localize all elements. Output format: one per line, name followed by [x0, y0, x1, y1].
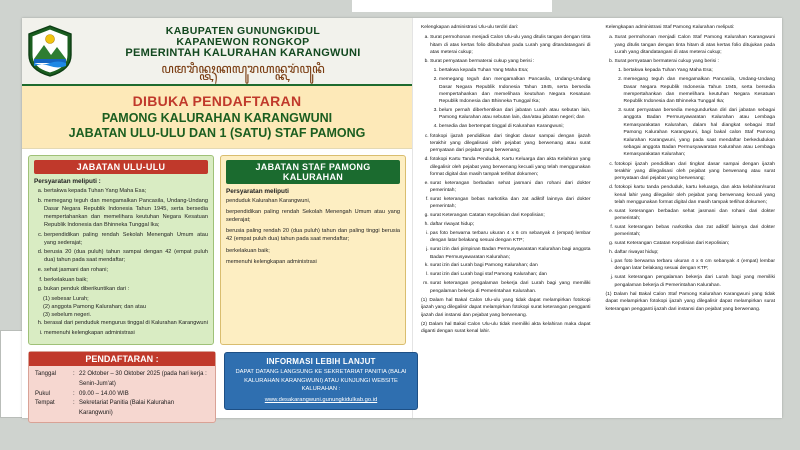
header-line-pemerintah: PEMERINTAH KALURAHAN KARANGWUNI [125, 47, 361, 60]
staf-requirement-list [226, 197, 400, 266]
list-item: i. pas foto berwarna terbaru ukuran 4 x 6 cm sebanyak 4 (empat) lembar dengan latar belakang sesuai dengan KTP; [615, 258, 776, 273]
pendaftaran-key: Pukul [35, 390, 51, 397]
list-item: (3) sebelum negeri. [43, 312, 92, 319]
list-item: j. surat izin dari pimpinan Badan Permusyawaratan Kalurahan bagi anggota Badan Permusyawaratan Kalurahan; [430, 246, 591, 261]
list-item: b. Surat pernyataan bermaterai cukup yang berisi : [430, 58, 591, 65]
list-item: penduduk Kalurahan Karangwuni, [226, 198, 311, 204]
list-item: berpendidikan paling rendah Sekolah Menengah Umum atau yang sederajat; [226, 209, 400, 224]
col1-list-a [430, 34, 591, 65]
list-item: a. bertakwa kepada Tuhan Yang Maha Esa; [44, 187, 208, 195]
pendaftaran-value: 09.00 – 14.00 WIB [79, 390, 129, 397]
list-item: (1) sebesar Lurah; [43, 295, 89, 302]
poster-left-column [22, 18, 412, 418]
col2-list-b [615, 161, 776, 289]
header-javanese-script: ꦥꦩꦫꦶꦤ꧀ꦠꦃꦏꦭꦸꦫꦲꦤ꧀ꦏꦫꦁꦮꦸꦤꦶ [161, 60, 325, 76]
pendaftaran-colon: : [73, 390, 75, 397]
card-staf-pamong [220, 155, 406, 345]
list-item: k. surat izin dari Lurah bagi Pamong Kalurahan; dan [430, 262, 591, 269]
list-item: a. Surat permohonan menjadi Calon Staf Pamong Kalurahan Karangwuni yang ditulis tangan dengan tinta hitam di atas kertas folio ditujukan pada Lurah yang ditandatangani di atas meterai cukup; [615, 34, 776, 56]
list-item: h. berasal dari penduduk mengurus tinggal di Kalurahan Karangwuni [44, 319, 208, 327]
ribbon-staf-pamong: JABATAN STAF PAMONG KALURAHAN [226, 160, 400, 184]
poster-document [22, 18, 782, 418]
list-item: g. surat Keterangan Catatan Kepolisian dari Kepolisian; [430, 212, 591, 219]
pendaftaran-colon: : [73, 400, 75, 407]
list-item: 2. memegang teguh dan mengamalkan Pancasila, Undang-Undang Dasar Negara Republik Indonesia Tahun 1945, serta bersedia mempertahankan dan memelihara keutuhan Negara Kesatuan Republik Indonesia dan Bhinneka Tunggal Ika; [439, 76, 591, 105]
pendaftaran-value: Sekretariat Panitia (Balai Kalurahan Karangwuni) [79, 400, 175, 416]
list-item: b. memegang teguh dan mengamalkan Pancasila, Undang-Undang Dasar Negara Republik Indonesia Tahun 1945, serta bersedia mempertahankan dan memelihara keutuhan Negara Kesatuan Republik Indonesia dan Bhinneka Tunggal Ika; [44, 197, 208, 229]
ulu-requirement-list [44, 187, 208, 293]
list-item: 2. memegang teguh dan mengamalkan Pancasila, Undang-Undang Dasar Negara Republik Indonesia Tahun 1945, serta bersedia mempertahankan dan memelihara keutuhan Negara Kesatuan Republik Indonesia dan Bhinneka Tunggal Ika; [624, 76, 776, 105]
list-item: 3. belum pernah diberhentikan dari jabatan Lurah atau sebutan lain, Pamong Kalurahan atau sebutan lain, dan/atau jabatan negeri; dan [439, 107, 591, 122]
list-item: h. daftar riwayat hidup; [615, 249, 776, 256]
list-item: (2) anggota Pamong Kalurahan; dan atau [43, 303, 146, 310]
left-page-tab [0, 330, 24, 418]
poster-header [22, 18, 412, 86]
list-item: c. fotokopi ijazah pendidikan dari tingkat dasar sampai dengan ijazah terakhir yang dilegalisasi oleh pejabat yang berwenang atau surat pernyataan dari pejabat yang berwenang; [430, 133, 591, 155]
pendaftaran-row-tanggal [35, 370, 209, 389]
list-item: c. berpendidikan paling rendah Sekolah Menengah Umum atau yang sederajat; [44, 231, 208, 247]
card-jabatan-ulu-ulu [28, 155, 214, 345]
pendaftaran-body [29, 366, 215, 422]
staf-intro: Persyaratan meliputi [226, 188, 289, 195]
pendaftaran-value: 22 Oktober – 30 Oktober 2025 (pada hari kerja : Senin-Jum'at) [79, 371, 207, 387]
title-line-3: JABATAN ULU-ULU DAN 1 (SATU) STAF PAMONG [68, 126, 366, 140]
list-item: f. surat keterangan bebas narkotika dan zat adiktif lainnya dari dokter pemerintah; [615, 224, 776, 239]
list-item: e. sehat jasmani dan rohani; [44, 266, 208, 274]
list-item: e. surat keterangan berbadan sehat jasmani dan rohani dari dokter pemerintah; [615, 208, 776, 223]
list-item: e. surat keterangan berbadan sehat jasmani dan rohani dari dokter pemerintah; [430, 180, 591, 195]
list-item: f. surat keterangan bebas narkotika dan zat adiktif lainnya dari dokter pemerintah; [430, 196, 591, 211]
poster-right-column [412, 18, 782, 418]
list-item: d. berusia 20 (dua puluh) tahun sampai dengan 42 (empat puluh dua) tahun pada saat mendaftar; [44, 248, 208, 264]
pendaftaran-colon: : [73, 371, 75, 378]
pendaftaran-row-pukul [35, 390, 209, 400]
informasi-lebih-lanjut-box [224, 352, 418, 410]
list-item: 1. bertakwa kepada Tuhan Yang Maha Esa; [624, 67, 776, 74]
pendaftaran-heading: PENDAFTARAN : [29, 352, 215, 366]
poster-title-block [22, 86, 412, 149]
background-strip-top [352, 0, 552, 12]
list-item: m. surat keterangan pengalaman bekerja dari Lurah bagi yang memiliki pengalaman bekerja di Pemerintahan Kalurahan. [430, 280, 591, 295]
list-item: g. bukan penduk diberikuntikan dari : [44, 285, 208, 293]
admin-requirements-ulu-column [413, 18, 598, 418]
col2-note-1: (1) Dalam hal Bakal Calon Staf Pamong Kalurahan Karangwuni yang tidak dapat melampirkan fotokopi ijazah yang dilegalisir dapat melampirkan surat keterangan pengganti ijazah dari instansi dan pejabat yang berwenang. [605, 291, 775, 312]
gunungkidul-crest-icon [26, 25, 74, 77]
col2-sublist [624, 67, 776, 158]
website-link[interactable]: www.desakarangwuni.gunungkidulkab.go.id [264, 397, 378, 403]
col1-list-b [430, 133, 591, 295]
pendaftaran-box [28, 351, 216, 423]
info-heading: INFORMASI LEBIH LANJUT [266, 356, 376, 366]
list-item: berkelakuan baik; [226, 247, 270, 254]
list-item: memenuhi kelengkapan administrasi [226, 258, 317, 265]
list-item: i. memenuhi kelengkapan administrasi [44, 329, 208, 337]
col2-list-a [615, 34, 776, 65]
pendaftaran-row-tempat [35, 399, 209, 418]
pendaftaran-key: Tempat [35, 400, 55, 407]
ulu-intro: Persyaratan meliputi : [34, 178, 101, 185]
ribbon-jabatan-ulu-ulu: JABATAN ULU-ULU [34, 160, 208, 174]
list-item: l. surat izin dari Lurah bagi staf Pamong Kalurahan; dan [430, 271, 591, 278]
list-item: j. surat keterangan pengalaman bekerja dari Lurah bagi yang memiliki pengalaman bekerja di Pemerintahan Kalurahan. [615, 274, 776, 289]
header-text-block [80, 26, 406, 75]
ulu-sub-list [43, 295, 208, 319]
list-item: 4. bersedia dan bertempat tinggal di Kalurahan Karangwuni; [439, 123, 591, 130]
info-body: DAPAT DATANG LANGSUNG KE SEKRETARIAT PANITIA (BALAI KALURAHAN KARANGWUNI) ATAU KUNJUNGI WEBSITE KALURAHAN : [235, 368, 407, 393]
list-item: f. berkelakuan baik; [44, 276, 208, 284]
list-item: 3. surat pernyataan bersedia mengundurkan diri dari jabatan sebagai anggota Badan Permusyawaratan Kalurahan atau Lembaga Kemasyarakatan Kalurahan, dalam hal diangkat sebagai Staf Pamong Kalurahan Karangwuni, bagi bakal calon Staf Pamong Kalurahan Karangwuni, yang pada saat mendaftar berkedudukan sebagai anggota Badan Permusyawaratan Kalurahan atau Lembaga Kemasyarakatan Kalurahan; [624, 107, 776, 159]
list-item: b. Surat pernyataan bermaterai cukup yang berisi : [615, 58, 776, 65]
column-lead: Kelengkapan administrasi Staf Pamong Kalurahan meliputi: [605, 25, 735, 30]
col1-note-1: (1) Dalam hal Bakal Calon Ulu-ulu yang tidak dapat melampirkan fotokopi ijazah yang dilegalisir dapat melampirkan fotokopi surat keterangan pengganti ijazah dari instansi dan pejabat yang berwenang. [421, 297, 591, 318]
col1-note-2: (2) Dalam hal Bakal Calon Ulu-ulu tidak memiliki akta kelahiran maka dapat diganti dengan surat kenal lahir. [421, 321, 591, 335]
list-item: d. fotokopi kartu tanda penduduk, kartu keluarga, dan akta kelahiran/surat kenal lahir yang dilegalisir oleh pejabat yang berwenang kecuali yang telah menggunakan format digital dan masih tampak terlihat dokumen; [615, 184, 776, 206]
list-item: 1. bertakwa kepada Tuhan Yang Maha Esa; [439, 67, 591, 74]
requirement-cards [22, 149, 412, 345]
header-line-kapanewon: KAPANEWON RONGKOP [176, 36, 310, 49]
list-item: i. pas foto berwarna terbaru ukuran 4 x 6 cm sebanyak 4 (empat) lembar dengan latar belakang sesuai dengan KTP; [430, 230, 591, 245]
list-item: a. Surat permohonan menjadi Calon Ulu-ulu yang ditulis tangan dengan tinta hitam di atas kertas folio dibubuhan pada Lurah yang ditandatangani di atas meterai cukup; [430, 34, 591, 56]
list-item: c. fotokopi ijazah pendidikan dari tingkat dasar sampai dengan ijazah terakhir yang dilegalisasi oleh pejabat yang berwenang atau surat pernyataan dari pejabat yang berwenang; [615, 161, 776, 183]
list-item: h. daftar riwayat hidup; [430, 221, 591, 228]
admin-requirements-staf-column [598, 18, 783, 418]
col1-sublist [439, 67, 591, 130]
list-item: g. surat Keterangan Catatan Kepolisian dari Kepolisian; [615, 240, 776, 247]
column-lead: Kelengkapan administrasi Ulu-ulu terdiri dari: [421, 25, 519, 30]
list-item: berusia paling rendah 20 (dua puluh) tahun dan paling tinggi berusia 42 (empat puluh dua) tahun pada saat mendaftar; [226, 228, 400, 243]
pendaftaran-key: Tanggal [35, 371, 57, 378]
header-line-kabupaten: KABUPATEN GUNUNGKIDUL [165, 25, 321, 38]
title-line-2: PAMONG KALURAHAN KARANGWUNI [101, 111, 333, 125]
ulu-requirement-list-2 [44, 319, 208, 337]
title-line-1: DIBUKA PENDAFTARAN [132, 93, 302, 109]
list-item: d. fotokopi Kartu Tanda Penduduk, Kartu Keluarga dan akta Kelahiran yang dilegalisir oleh pejabat yang berwenang kecuali yang telah menggunakan format digital dan masih tampak terlihat dokumen; [430, 156, 591, 178]
